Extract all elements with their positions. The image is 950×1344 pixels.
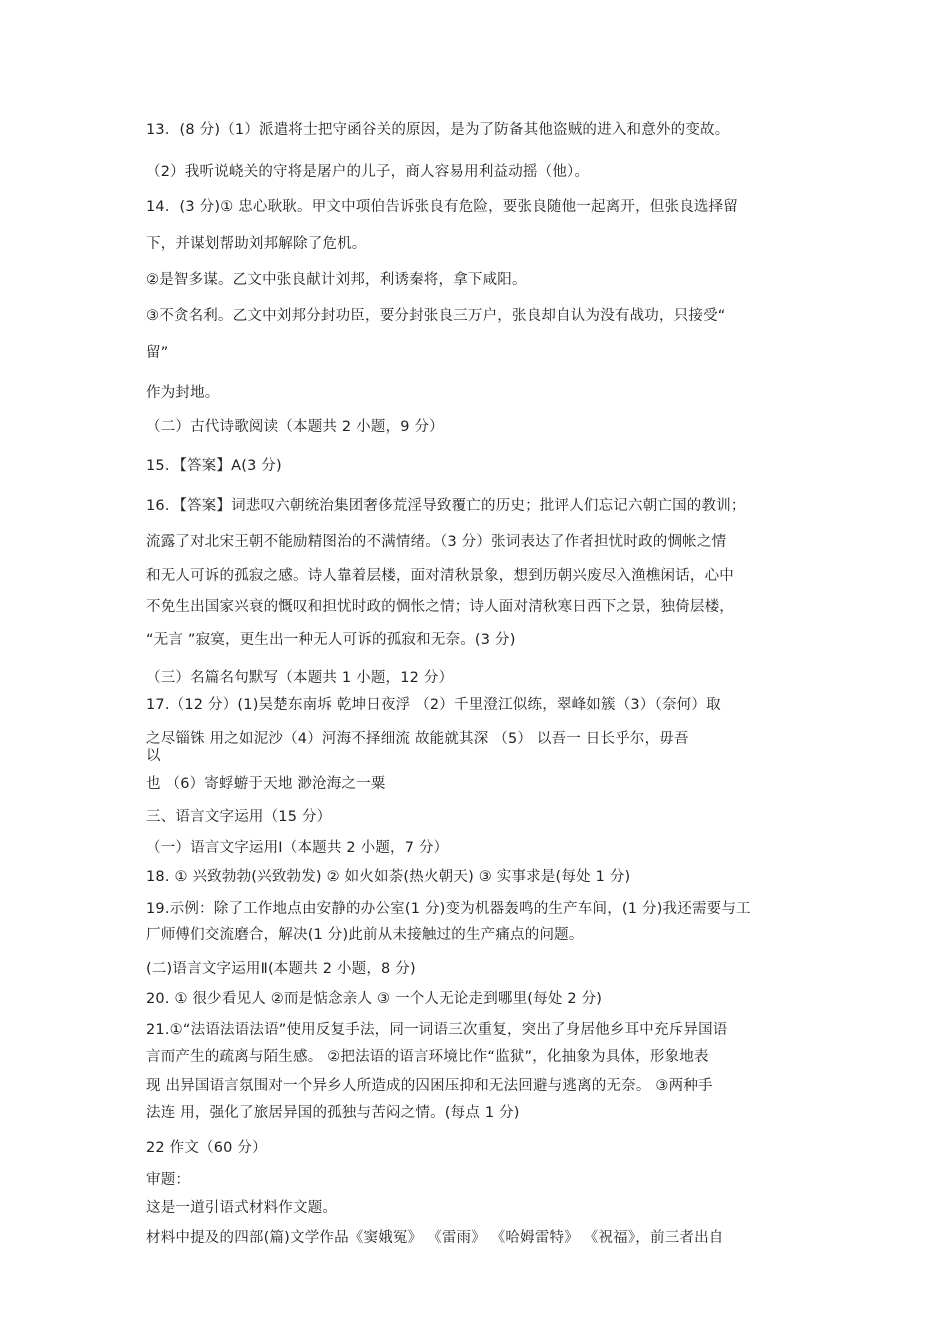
section-heading-poetry: （二）古代诗歌阅读（本题共 2 小题，9 分） bbox=[146, 419, 444, 435]
q16-line-2: 流露了对北宋王朝不能励精图治的不满情绪。（3 分）张词表达了作者担忧时政的惆帐之情 bbox=[146, 534, 727, 550]
q17-line-4: 也 （6）寄蜉蝣于天地 渺沧海之一粟 bbox=[146, 776, 386, 792]
q21-line-1: 21.①“法语法语法语”使用反复手法，同一词语三次重复，突出了身居他乡耳中充斥异国语 bbox=[146, 1022, 728, 1038]
q14-line-4: ③不贪名利。乙文中刘邦分封功臣，要分封张良三万户，张良却自认为没有战功，只接受“ bbox=[146, 308, 726, 324]
q20-line: 20. ① 很少看见人 ②而是惦念亲人 ③ 一个人无论走到哪里(每处 2 分) bbox=[146, 991, 603, 1007]
section-heading-language: 三、语言文字运用（15 分） bbox=[146, 809, 332, 825]
q21-line-4: 法连 用，强化了旅居异国的孤独与苦闷之情。(每点 1 分) bbox=[146, 1105, 520, 1121]
q14-line-3: ②是智多谋。乙文中张良献计刘邦，利诱秦将，拿下咸阳。 bbox=[146, 272, 527, 288]
q16-line-4: 不免生出国家兴衰的慨叹和担忧时政的惆怅之情；诗人面对清秋寒日西下之景，独倚层楼， bbox=[146, 599, 734, 615]
q17-line-1: 17.（12 分）(1)吴楚东南坼 乾坤日夜浮 （2）千里澄江似练，翠峰如簇（3）（奈何）取 bbox=[146, 697, 721, 713]
q17-line-2: 之尽锱铢 用之如泥沙（4）河海不择细流 故能就其深 （5） 以吾一 日长乎尔，毋吾 bbox=[146, 731, 689, 747]
q13-line-2: （2）我听说峣关的守将是屠户的儿子，商人容易用利益动摇（他）。 bbox=[146, 164, 590, 180]
q13-line-1: 13．(8 分)（1）派遣将士把守函谷关的原因，是为了防备其他盗贼的进入和意外的变故。 bbox=[146, 122, 730, 138]
q14-line-2: 下，并谋划帮助刘邦解除了危机。 bbox=[146, 236, 367, 252]
q16-line-1: 16．【答案】词悲叹六朝统治集团奢侈荒淫导致覆亡的历史；批评人们忘记六朝亡国的教训； bbox=[146, 498, 746, 514]
q22-heading: 22 作文（60 分） bbox=[146, 1140, 267, 1156]
q16-line-3: 和无人可诉的孤寂之感。诗人靠着层楼，面对清秋景象，想到历朝兴废尽入渔樵闲话，心中 bbox=[146, 568, 734, 584]
q22-line-1: 这是一道引语式材料作文题。 bbox=[146, 1200, 338, 1216]
q19-line-2: 厂师傅们交流磨合，解决(1 分)此前从未接触过的生产痛点的问题。 bbox=[146, 927, 584, 943]
q15-line: 15．【答案】A(3 分) bbox=[146, 458, 282, 474]
q14-line-1: 14．(3 分)① 忠心耿耿。甲文中项伯告诉张良有危险，要张良随他一起离开，但张良选择留 bbox=[146, 199, 739, 215]
q22-line-2: 材料中提及的四部(篇)文学作品《窦娥冤》 《雷雨》 《哈姆雷特》 《祝福》，前三者出自 bbox=[146, 1230, 724, 1246]
subsection-heading-language-1: （一）语言文字运用Ⅰ（本题共 2 小题，7 分） bbox=[146, 840, 449, 856]
section-heading-recitation: （三）名篇名句默写（本题共 1 小题，12 分） bbox=[146, 670, 454, 686]
q19-line-1: 19.示例：除了工作地点由安静的办公室(1 分)变为机器轰鸣的生产车间，(1 分)我还需要与工 bbox=[146, 901, 751, 917]
q18-line: 18. ① 兴致勃勃(兴致勃发) ② 如火如荼(热火朝天) ③ 实事求是(每处 1 分) bbox=[146, 869, 631, 885]
q14-line-5: 留” bbox=[146, 345, 169, 361]
q16-line-5: “无言 ”寂寞，更生出一种无人可诉的孤寂和无奈。(3 分) bbox=[146, 632, 516, 648]
q21-line-3: 现 出异国语言氛围对一个异乡人所造成的囚困压抑和无法回避与逃离的无奈。 ③两种手 bbox=[146, 1078, 713, 1094]
subsection-heading-language-2: (二)语言文字运用Ⅱ(本题共 2 小题，8 分) bbox=[146, 961, 416, 977]
q17-line-3: 以 bbox=[146, 748, 161, 764]
q14-line-6: 作为封地。 bbox=[146, 385, 220, 401]
q21-line-2: 言而产生的疏离与陌生感。 ②把法语的语言环境比作“监狱”，化抽象为具体，形象地表 bbox=[146, 1049, 709, 1065]
q22-review-label: 审题： bbox=[146, 1172, 191, 1188]
